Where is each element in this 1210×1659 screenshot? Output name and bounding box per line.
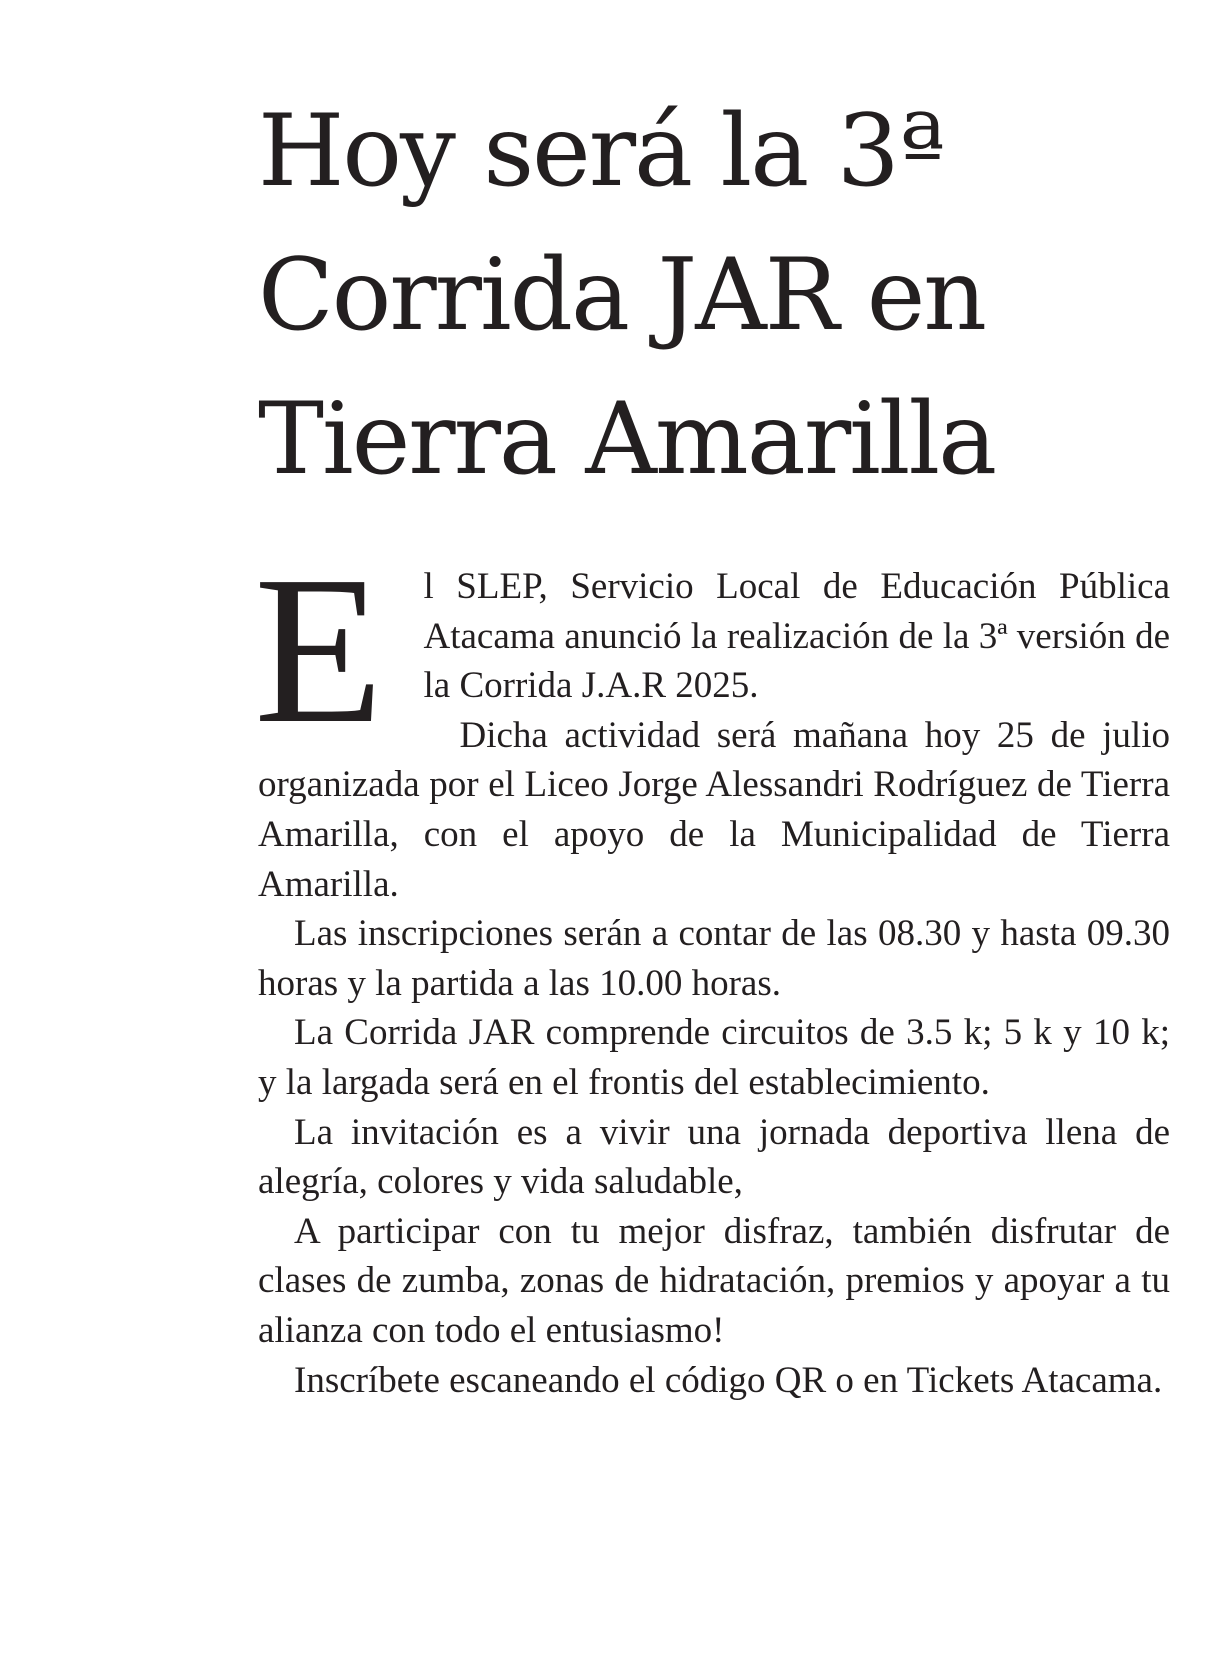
paragraph-5: La invitación es a vivir una jornada deportiva llena de alegría, colores y vida saludable, — [258, 1111, 1170, 1203]
paragraph-6: A participar con tu mejor disfraz, también disfrutar de clases de zumba, zonas de hidratación, premios y apoyar a tu alianza con todo el entusiasmo! — [258, 1210, 1170, 1351]
paragraph-1-text: l SLEP, Servicio Local de Educación Pública Atacama anunció la realización de la 3ª versión de la Corrida J.A.R 2025. — [423, 566, 1170, 707]
paragraph-3: Las inscripciones serán a contar de las 08.30 y hasta 09.30 horas y la partida a las 10.00 horas. — [258, 913, 1170, 1004]
paragraph-7: Inscríbete escaneando el código QR o en Tickets Atacama. — [294, 1359, 1163, 1401]
article-body — [254, 532, 1170, 1405]
headline — [258, 80, 1170, 512]
paragraph-2: Dicha actividad será mañana hoy 25 de julio organizada por el Liceo Jorge Alessandri Rodríguez de Tierra Amarilla, con el apoyo de la Municipalidad de Tierra Amarilla. — [258, 714, 1170, 905]
headline-line-2: Corrida JAR en — [258, 238, 986, 353]
headline-line-3: Tierra Amarilla — [258, 382, 996, 497]
paragraph-4: La Corrida JAR comprende circuitos de 3.5 k; 5 k y 10 k; y la largada será en el frontis del establecimiento. — [258, 1012, 1170, 1103]
news-article — [254, 80, 1170, 1401]
headline-line-1: Hoy será la 3ª — [258, 94, 943, 209]
drop-cap: E — [254, 532, 384, 767]
paragraph-1 — [254, 532, 1170, 767]
